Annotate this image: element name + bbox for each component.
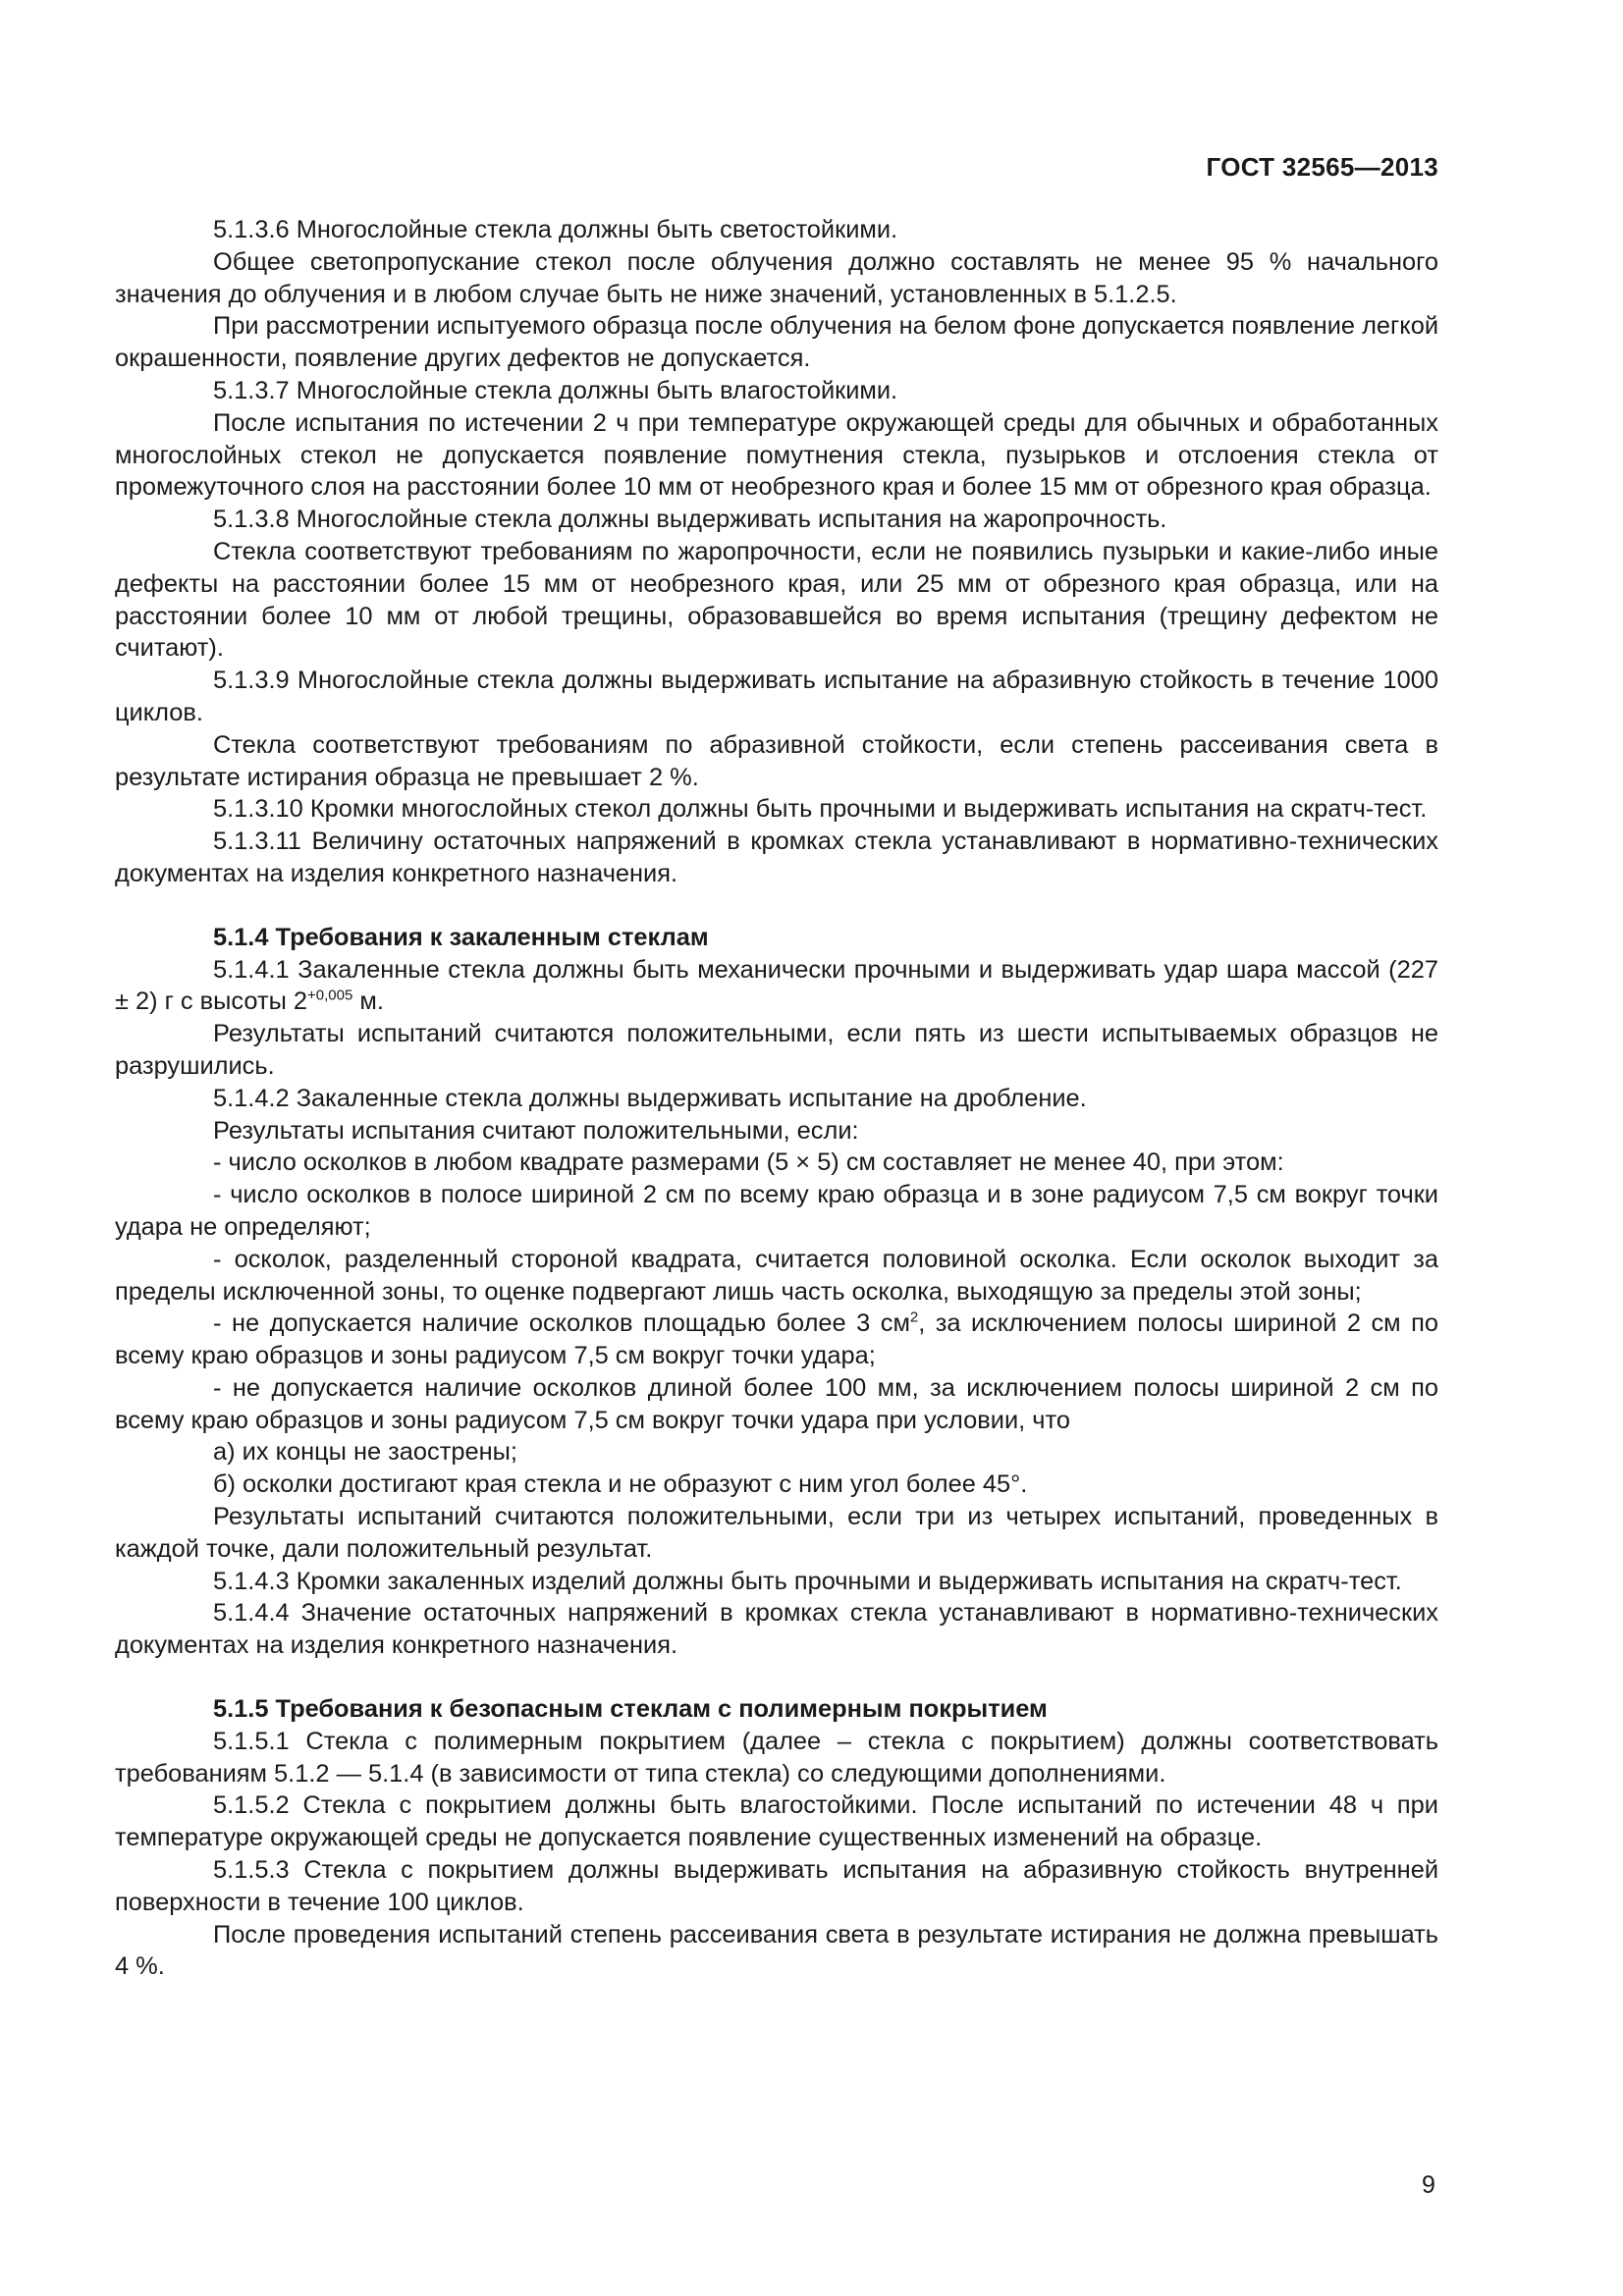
list-item bbox=[115, 1308, 1438, 1372]
standard-header: ГОСТ 32565—2013 bbox=[1206, 152, 1438, 182]
paragraph: Стекла соответствуют требованиям по жаропрочности, если не появились пузырьки и какие-либо иные дефекты на расстоянии более 15 мм от необрезного края, или 25 мм от обрезного края образца, или на расстоянии более 10 мм от любой трещины, образовавшейся во время испытания (трещину дефектом не считают). bbox=[115, 537, 1438, 663]
section-spacer bbox=[115, 1662, 1438, 1693]
paragraph-text: 5.1.4.1 Закаленные стекла должны быть механически прочными и выдерживать удар шара массой (227 ± 2) г с высоты 2 bbox=[115, 955, 1438, 1016]
document-body bbox=[115, 214, 1438, 1983]
paragraph: Результаты испытаний считаются положительными, если три из четырех испытаний, проведенных в каждой точке, дали положительный результат. bbox=[115, 1503, 1438, 1563]
list-item: - осколок, разделенный стороной квадрата, считается половиной осколка. Если осколок выходит за пределы исключенной зоны, то оценке подвергают лишь часть осколка, выходящую за пределы этой зоны; bbox=[115, 1245, 1438, 1306]
paragraph-5-1-3-6: 5.1.3.6 Многослойные стекла должны быть светостойкими. bbox=[213, 216, 898, 243]
section-heading-5-1-4: 5.1.4 Требования к закаленным стеклам bbox=[213, 923, 709, 951]
list-item: б) осколки достигают края стекла и не образуют с ним угол более 45°. bbox=[213, 1470, 1028, 1499]
list-item: - не допускается наличие осколков длиной более 100 мм, за исключением полосы шириной 2 см по всему краю образцов и зоны радиусом 7,5 см вокруг точки удара при условии, что bbox=[115, 1373, 1438, 1434]
paragraph: При рассмотрении испытуемого образца после облучения на белом фоне допускается появление легкой окрашенности, появление других дефектов не допускается. bbox=[115, 312, 1438, 373]
paragraph-5-1-3-9: 5.1.3.9 Многослойные стекла должны выдерживать испытание на абразивную стойкость в течение 1000 циклов. bbox=[115, 667, 1438, 726]
paragraph: Результаты испытания считают положительными, если: bbox=[213, 1116, 859, 1145]
list-item: - число осколков в любом квадрате размерами (5 × 5) см составляет не менее 40, при этом: bbox=[213, 1148, 1284, 1177]
paragraph: После проведения испытаний степень рассеивания света в результате истирания не должна превышать 4 %. bbox=[115, 1920, 1438, 1981]
paragraph-5-1-4-2: 5.1.4.2 Закаленные стекла должны выдерживать испытание на дробление. bbox=[213, 1084, 1087, 1112]
paragraph-5-1-5-3: 5.1.5.3 Стекла с покрытием должны выдерживать испытания на абразивную стойкость внутренней поверхности в течение 100 циклов. bbox=[115, 1856, 1438, 1916]
paragraph-5-1-3-7: 5.1.3.7 Многослойные стекла должны быть влагостойкими. bbox=[213, 376, 898, 404]
paragraph-5-1-3-10: 5.1.3.10 Кромки многослойных стекол должны быть прочными и выдерживать испытания на скратч-тест. bbox=[213, 795, 1428, 824]
paragraph-5-1-4-3: 5.1.4.3 Кромки закаленных изделий должны быть прочными и выдерживать испытания на скратч-тест. bbox=[213, 1567, 1402, 1595]
paragraph: После испытания по истечении 2 ч при температуре окружающей среды для обычных и обработанных многослойных стекол не допускается появление помутнения стекла, пузырьков и отслоения стекла от промежуточного слоя на расстоянии более 10 мм от необрезного края и более 15 мм от обрезного края образца. bbox=[115, 408, 1438, 502]
paragraph-5-1-3-8: 5.1.3.8 Многослойные стекла должны выдерживать испытания на жаропрочность. bbox=[213, 506, 1167, 534]
list-item: а) их концы не заострены; bbox=[213, 1438, 517, 1467]
paragraph-5-1-5-2: 5.1.5.2 Стекла с покрытием должны быть влагостойкими. После испытаний по истечении 48 ч при температуре окружающей среды не допускается появление существенных изменений на образце. bbox=[115, 1791, 1438, 1852]
page-number: 9 bbox=[1422, 2171, 1435, 2199]
paragraph: Результаты испытаний считаются положительными, если пять из шести испытываемых образцов не разрушились. bbox=[115, 1020, 1438, 1080]
paragraph-5-1-5-1: 5.1.5.1 Стекла с полимерным покрытием (далее – стекла с покрытием) должны соответствовать требованиям 5.1.2 — 5.1.4 (в зависимости от типа стекла) со следующими дополнениями. bbox=[115, 1727, 1438, 1788]
unit-superscript: 2 bbox=[909, 1308, 919, 1326]
paragraph-5-1-3-11: 5.1.3.11 Величину остаточных напряжений в кромках стекла устанавливают в нормативно-технических документах на изделия конкретного назначения. bbox=[115, 828, 1438, 887]
tolerance-superscript: +0,005 bbox=[307, 987, 353, 1004]
section-spacer bbox=[115, 890, 1438, 922]
paragraph-text: , за исключением полосы шириной 2 см по всему краю образцов и зоны радиусом 7,5 см вокруг точки удара; bbox=[115, 1309, 1438, 1370]
paragraph-5-1-4-1 bbox=[115, 954, 1438, 1019]
paragraph-text: м. bbox=[352, 988, 384, 1016]
paragraph: Общее светопропускание стекол после облучения должно составлять не менее 95 % начального значения до облучения и в любом случае быть не ниже значений, установленных в 5.1.2.5. bbox=[115, 247, 1438, 308]
paragraph-text: - не допускается наличие осколков площадью более 3 см bbox=[213, 1309, 910, 1338]
section-heading-5-1-5: 5.1.5 Требования к безопасным стеклам с полимерным покрытием bbox=[213, 1695, 1048, 1724]
paragraph-5-1-4-4: 5.1.4.4 Значение остаточных напряжений в кромках стекла устанавливают в нормативно-технических документах на изделия конкретного назначения. bbox=[115, 1599, 1438, 1660]
paragraph: Стекла соответствуют требованиям по абразивной стойкости, если степень рассеивания света в результате истирания образца не превышает 2 %. bbox=[115, 730, 1438, 791]
list-item: - число осколков в полосе шириной 2 см по всему краю образца и в зоне радиусом 7,5 см вокруг точки удара не определяют; bbox=[115, 1181, 1438, 1241]
